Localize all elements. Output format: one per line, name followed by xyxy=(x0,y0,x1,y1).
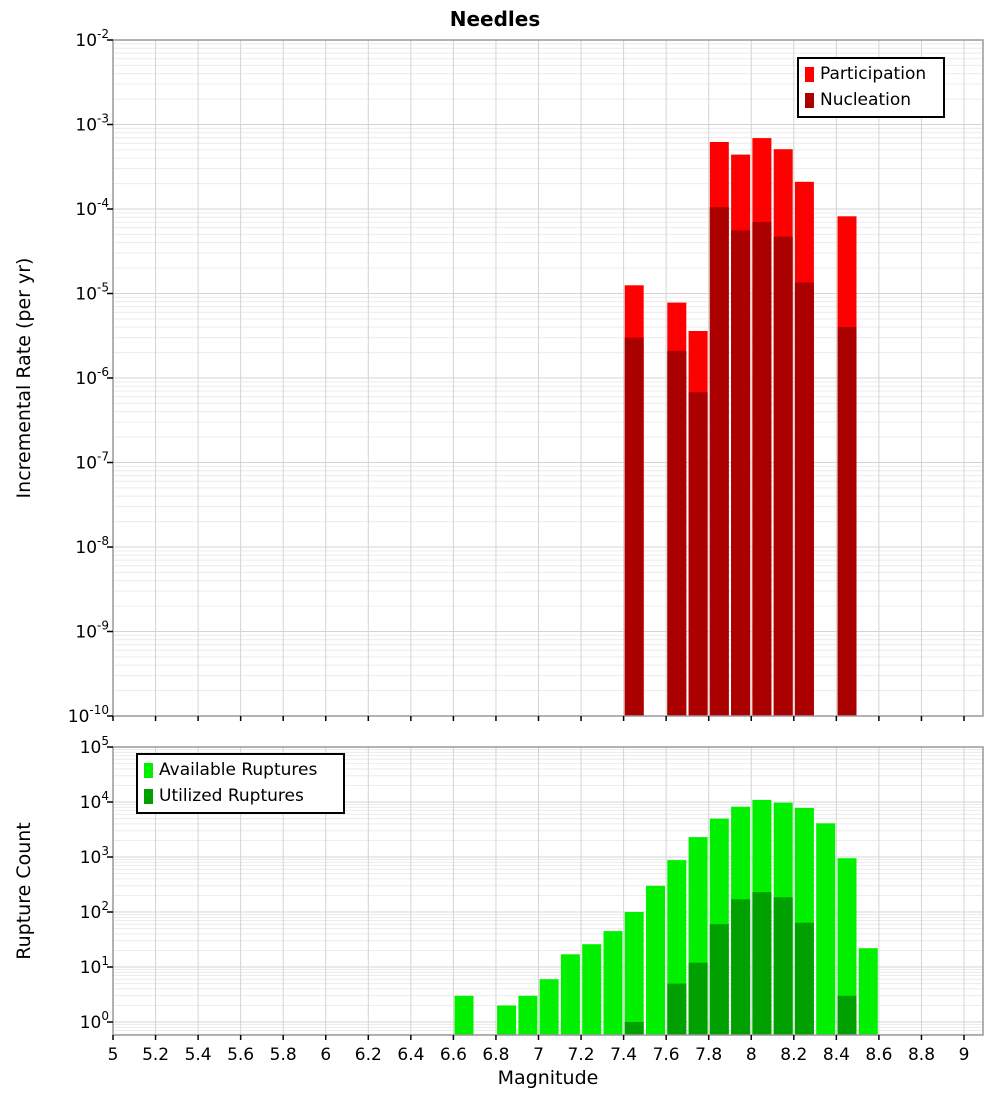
nucleation-bar xyxy=(731,230,750,716)
y-tick-label: $10^{-10}$ xyxy=(67,703,109,727)
x-tick-label: 5 xyxy=(107,1045,119,1065)
utilized-bar xyxy=(731,899,750,1035)
y-tick-label: $10^2$ xyxy=(79,899,109,923)
y-tick-label: $10^{-4}$ xyxy=(75,196,109,220)
x-tick-label: 8 xyxy=(745,1045,757,1065)
utilized-bar xyxy=(689,963,708,1035)
x-tick-label: 7 xyxy=(533,1045,544,1065)
top-y-axis-label: Incremental Rate (per yr) xyxy=(13,257,35,499)
y-tick-label: $10^{-8}$ xyxy=(75,534,109,558)
x-tick-label: 8.4 xyxy=(822,1045,850,1065)
utilized-bar xyxy=(795,923,814,1035)
bottom-chart-legend xyxy=(136,753,345,814)
utilized-bar xyxy=(667,984,686,1035)
x-tick-label: 7.6 xyxy=(652,1045,680,1065)
available-bar xyxy=(646,886,665,1035)
legend-label-nucleation: Nucleation xyxy=(820,89,912,110)
top-chart-legend xyxy=(797,57,945,118)
y-tick-label: $10^{-5}$ xyxy=(75,280,109,305)
x-tick-label: 6.6 xyxy=(439,1045,467,1065)
available-bar xyxy=(816,823,835,1035)
available-bar xyxy=(859,948,878,1035)
x-axis-label: Magnitude xyxy=(497,1067,599,1089)
nucleation-bar xyxy=(667,351,686,716)
x-tick-label: 9 xyxy=(958,1045,970,1065)
x-tick-label: 7.8 xyxy=(695,1045,723,1065)
chart-title: Needles xyxy=(449,7,541,31)
legend-item-available xyxy=(144,758,335,784)
y-tick-label: $10^{-6}$ xyxy=(75,365,109,389)
x-tick-label: 5.4 xyxy=(184,1045,212,1065)
x-tick-label: 7.2 xyxy=(567,1045,595,1065)
y-tick-label: $10^0$ xyxy=(79,1009,109,1033)
available-bar xyxy=(625,912,644,1035)
x-tick-label: 5.6 xyxy=(227,1045,255,1065)
utilized-bar xyxy=(710,924,729,1035)
x-tick-label: 5.2 xyxy=(142,1045,170,1065)
nucleation-bar xyxy=(710,207,729,716)
available-ruptures-swatch-icon xyxy=(144,763,153,778)
y-tick-label: $10^{-3}$ xyxy=(75,111,109,136)
available-bar xyxy=(582,944,601,1035)
nucleation-bar xyxy=(625,338,644,716)
nucleation-bar xyxy=(689,392,708,716)
legend-item-participation xyxy=(805,62,935,88)
x-tick-label: 6.2 xyxy=(354,1045,382,1065)
nucleation-bar xyxy=(838,327,857,716)
available-bar xyxy=(455,996,474,1035)
nucleation-bar xyxy=(774,237,793,716)
bottom-y-axis-label: Rupture Count xyxy=(13,822,35,960)
available-bar xyxy=(497,1006,516,1036)
utilized-bar xyxy=(838,996,857,1035)
x-tick-label: 8.2 xyxy=(780,1045,808,1065)
y-tick-label: $10^{-9}$ xyxy=(75,618,109,643)
x-tick-label: 8.8 xyxy=(907,1045,936,1065)
y-tick-label: $10^5$ xyxy=(79,734,109,758)
y-tick-label: $10^3$ xyxy=(79,844,109,868)
nucleation-bar xyxy=(752,222,771,716)
available-bar xyxy=(518,996,537,1035)
available-bar xyxy=(604,931,623,1035)
legend-label-participation: Participation xyxy=(820,64,927,85)
legend-label-utilized: Utilized Ruptures xyxy=(159,785,304,806)
legend-item-nucleation xyxy=(805,88,935,114)
participation-swatch-icon xyxy=(805,67,814,82)
y-tick-label: $10^{-2}$ xyxy=(75,27,109,51)
x-tick-label: 6 xyxy=(320,1045,332,1065)
nucleation-swatch-icon xyxy=(805,93,814,108)
x-tick-label: 6.8 xyxy=(482,1045,510,1065)
legend-item-utilized xyxy=(144,784,335,810)
y-tick-label: $10^1$ xyxy=(79,954,109,978)
x-tick-label: 5.8 xyxy=(269,1045,297,1065)
legend-label-available: Available Ruptures xyxy=(159,760,318,781)
x-tick-label: 8.6 xyxy=(865,1045,893,1065)
utilized-ruptures-swatch-icon xyxy=(144,789,153,804)
utilized-bar xyxy=(752,892,771,1035)
x-tick-label: 6.4 xyxy=(397,1045,425,1065)
utilized-bar xyxy=(774,897,793,1035)
nucleation-bar xyxy=(795,283,814,717)
available-bar xyxy=(540,979,559,1035)
y-tick-label: $10^4$ xyxy=(79,789,109,813)
x-tick-label: 7.4 xyxy=(610,1045,638,1065)
utilized-bar xyxy=(625,1022,644,1035)
y-tick-label: $10^{-7}$ xyxy=(75,449,109,474)
available-bar xyxy=(561,954,580,1035)
